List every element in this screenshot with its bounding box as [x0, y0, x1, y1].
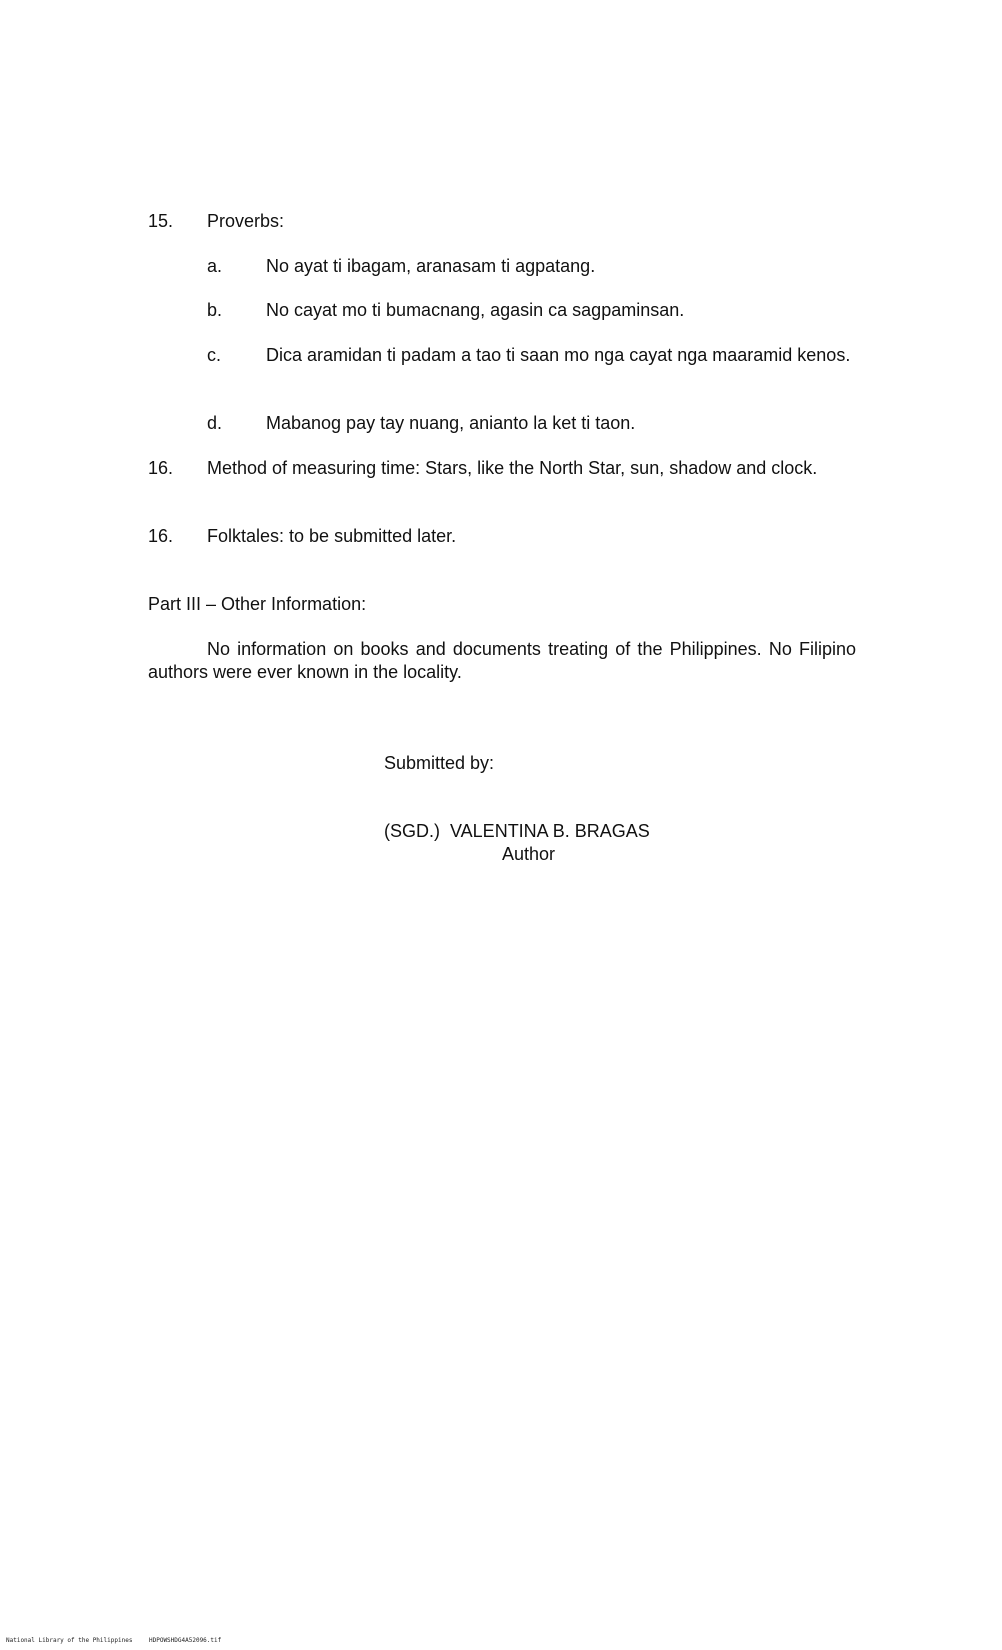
proverb-letter: c. [207, 345, 222, 365]
part-3-paragraph: No information on books and documents treating of the Philippines. No Filipino authors were ever known in the locality. [148, 639, 856, 682]
item-text: Method of measuring time: Stars, like the North Star, sun, shadow and clock. [207, 458, 818, 478]
item-16-method [148, 457, 856, 480]
proverb-letter: d. [207, 413, 223, 433]
item-number: 15. [148, 211, 174, 231]
item-16-folktales [148, 525, 856, 548]
signature-block [384, 820, 650, 864]
proverb-b [207, 299, 856, 322]
part-3-heading: Part III – Other Information: [148, 594, 367, 614]
item-number: 16. [148, 458, 174, 478]
item-text: Proverbs: [207, 211, 285, 231]
footer-file-id: HDPOWSHDG4A52096.tif [149, 1637, 222, 1644]
proverb-text: No cayat mo ti bumacnang, agasin ca sagpaminsan. [266, 300, 685, 320]
submitted-by-label: Submitted by: [384, 753, 495, 773]
proverb-letter: a. [207, 256, 223, 276]
proverb-c [207, 344, 856, 367]
proverb-text: Dica aramidan ti padam a tao ti saan mo nga cayat nga maaramid kenos. [266, 345, 851, 365]
item-15 [148, 210, 856, 233]
item-text: Folktales: to be submitted later. [207, 526, 457, 546]
proverb-text: Mabanog pay tay nuang, anianto la ket ti taon. [266, 413, 636, 433]
proverb-a [207, 255, 856, 278]
footer-library-stamp: National Library of the Philippines [6, 1637, 133, 1644]
proverb-letter: b. [207, 300, 223, 320]
signatory-name: (SGD.) VALENTINA B. BRAGAS [384, 821, 650, 841]
proverb-d [207, 412, 856, 435]
proverb-text: No ayat ti ibagam, aranasam ti agpatang. [266, 256, 596, 276]
item-number: 16. [148, 526, 174, 546]
signatory-role: Author [502, 844, 556, 864]
